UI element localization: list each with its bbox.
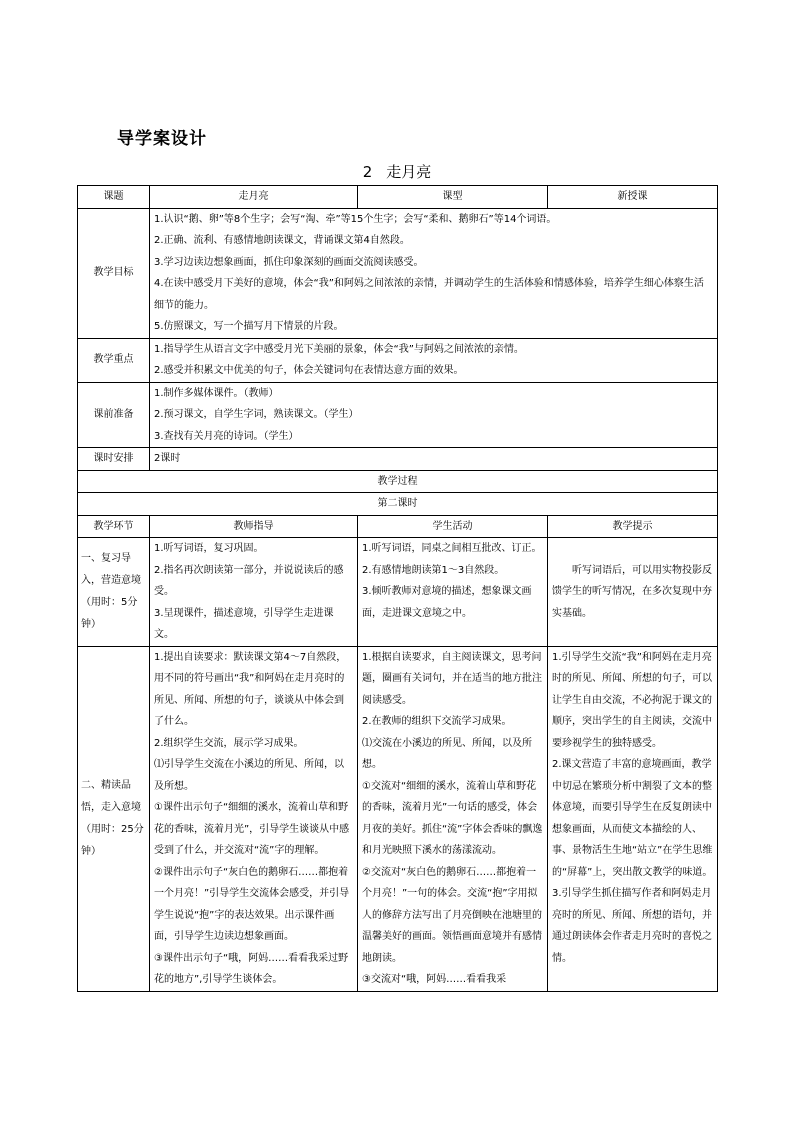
student-step: 2.在教师的组织下交流学习成果。 <box>362 716 512 727</box>
stage-2-tips <box>548 646 718 991</box>
table-row-stage-1 <box>78 538 718 647</box>
tip-text: 听写词语后，可以用实物投影反馈学生的听写情况，在多次复现中夯实基础。 <box>552 564 712 619</box>
stage-2-label: 二、精读品悟，走入意境（用时：25分钟） <box>78 646 150 991</box>
key-points-label: 教学重点 <box>78 338 150 382</box>
tip-text: 3.引导学生抓住描写作者和阿妈走月亮时的所见、所闻、所想的语句，并通过朗读体会作者走月亮时的喜悦之情。 <box>552 888 712 964</box>
stage-1-tips <box>548 538 718 647</box>
student-step: 1.根据自读要求，自主阅读课文，思考问题，圈画有关词句，并在适当的地方批注阅读感受。 <box>362 651 542 706</box>
teacher-step: 2.指名再次朗读第一部分，并说说读后的感受。 <box>154 564 344 597</box>
table-row-period-heading <box>78 493 718 516</box>
lesson-plan-table <box>77 185 718 992</box>
tip-text: 2.课文营造了丰富的意境画面，教学中切忌在繁琐分析中割裂了文本的整体意境，而要引导学生在反复朗读中想象画面，从而使文本描绘的人、事、景物活生生地“站立”在学生思维的“屏幕”上，突出散文教学的味道。 <box>552 759 713 878</box>
stage-2-teacher <box>150 646 358 991</box>
stage-1-student <box>358 538 548 647</box>
student-step: 1.听写词语，同桌之间相互批改、订正。 <box>362 543 542 554</box>
student-step: 3.倾听教师对意境的描述，想象课文画面，走进课文意境之中。 <box>362 586 532 619</box>
student-step: ③交流对“哦，阿妈……看看我采 <box>362 974 507 985</box>
document-heading: 导学案设计 <box>117 129 207 149</box>
table-row-schedule <box>78 448 718 471</box>
table-row-topic <box>78 186 718 209</box>
type-value: 新授课 <box>548 186 718 209</box>
stage-1-teacher <box>150 538 358 647</box>
goals-content <box>150 208 718 338</box>
student-step: ①交流对“细细的溪水，流着山草和野花的香味，流着月光”一句话的感受，体会月夜的美好。抓住“流”字体会香味的飘逸和月光映照下溪水的荡漾流动。 <box>362 780 543 856</box>
stage-1-label: 一、复习导入，营造意境（用时：5分钟） <box>78 538 150 647</box>
preparation-item: 2.预习课文，自学生字词，熟读课文。（学生） <box>154 409 359 420</box>
table-row-key-points <box>78 338 718 382</box>
student-step: 2.有感情地朗读第1～3自然段。 <box>362 564 505 576</box>
column-header-student: 学生活动 <box>358 515 548 538</box>
teacher-step: 1.听写词语，复习巩固。 <box>154 543 264 554</box>
type-label: 课型 <box>358 186 548 209</box>
table-row-goals <box>78 208 718 338</box>
goal-item: 5.仿照课文，写一个描写月下情景的片段。 <box>154 321 344 332</box>
stage-2-student <box>358 646 548 991</box>
teacher-step: ②课件出示句子“灰白色的鹅卵石……都抱着一个月亮！”引导学生交流体会感受，并引导学生说说“抱”字的表达效果。出示课件画面，引导学生边读边想象画面。 <box>154 866 350 942</box>
goals-label: 教学目标 <box>78 208 150 338</box>
column-header-stage: 教学环节 <box>78 515 150 538</box>
preparation-item: 3.查找有关月亮的诗词。（学生） <box>154 430 299 442</box>
preparation-item: 1.制作多媒体课件。（教师） <box>154 387 279 399</box>
table-row-stage-2 <box>78 646 718 991</box>
goal-item: 3.学习边读边想象画面，抓住印象深刻的画面交流阅读感受。 <box>154 256 424 268</box>
key-point-item: 1.指导学生从语言文字中感受月光下美丽的景象，体会“我”与阿妈之间浓浓的亲情。 <box>154 343 524 355</box>
tip-text: 1.引导学生交流“我”和阿妈在走月亮时的所见、所闻、所想的句子，可以让学生自由交流，不必拘泥于课文的顺序，突出学生的自主阅读，交流中要珍视学生的独特感受。 <box>552 651 712 749</box>
lesson-title-text: 走月亮 <box>386 163 432 181</box>
column-header-teacher: 教师指导 <box>150 515 358 538</box>
teacher-step: 1.提出自读要求：默读课文第4～7自然段，用不同的符号画出“我”和阿妈在走月亮时的所见、所闻、所想的句子，谈谈从中体会到了什么。 <box>154 651 347 727</box>
student-step: ⑴交流在小溪边的所见、所闻，以及所想。 <box>362 737 532 770</box>
goal-item: 4.在读中感受月下美好的意境，体会“我”和阿妈之间浓浓的亲情，并调动学生的生活体验和情感体验，培养学生细心体察生活细节的能力。 <box>154 278 704 311</box>
table-row-preparation <box>78 382 718 448</box>
preparation-label: 课前准备 <box>78 382 150 448</box>
topic-value: 走月亮 <box>150 186 358 209</box>
teacher-step: 3.呈现课件，描述意境，引导学生走进课文。 <box>154 607 334 640</box>
table-row-process-heading <box>78 470 718 493</box>
schedule-label: 课时安排 <box>78 448 150 471</box>
goal-item: 2.正确、流利、有感情地朗读课文，背诵课文第4自然段。 <box>154 235 410 246</box>
schedule-value: 2课时 <box>150 448 718 471</box>
period-heading: 第二课时 <box>78 493 718 516</box>
lesson-number: 2 <box>362 163 373 181</box>
column-header-tips: 教学提示 <box>548 515 718 538</box>
student-step: ②交流对“灰白色的鹅卵石……都抱着一个月亮！”一句的体会。交流“抱”字用拟人的修辞方法写出了月亮倒映在池塘里的温馨美好的画面。领悟画面意境并有感情地朗读。 <box>362 866 542 964</box>
goal-item: 1.认识“鹅、卵”等8个生字；会写“淘、牵”等15个生字；会写“柔和、鹅卵石”等14个词语。 <box>154 213 557 225</box>
process-heading: 教学过程 <box>78 470 718 493</box>
teacher-step: ⑴引导学生交流在小溪边的所见、所闻，以及所想。 <box>154 759 344 792</box>
preparation-content <box>150 382 718 448</box>
lesson-title <box>0 161 794 182</box>
table-row-columns <box>78 515 718 538</box>
topic-label: 课题 <box>78 186 150 209</box>
teacher-step: ③课件出示句子“哦，阿妈……看看我采过野花的地方”,引导学生谈体会。 <box>154 952 349 985</box>
teacher-step: 2.组织学生交流，展示学习成果。 <box>154 737 304 749</box>
key-points-content <box>150 338 718 382</box>
teacher-step: ①课件出示句子“细细的溪水，流着山草和野花的香味，流着月光”，引导学生谈谈从中感受到了什么，并交流对“流”字的理解。 <box>154 802 350 856</box>
key-point-item: 2.感受并积累文中优美的句子，体会关键词句在表情达意方面的效果。 <box>154 365 464 376</box>
